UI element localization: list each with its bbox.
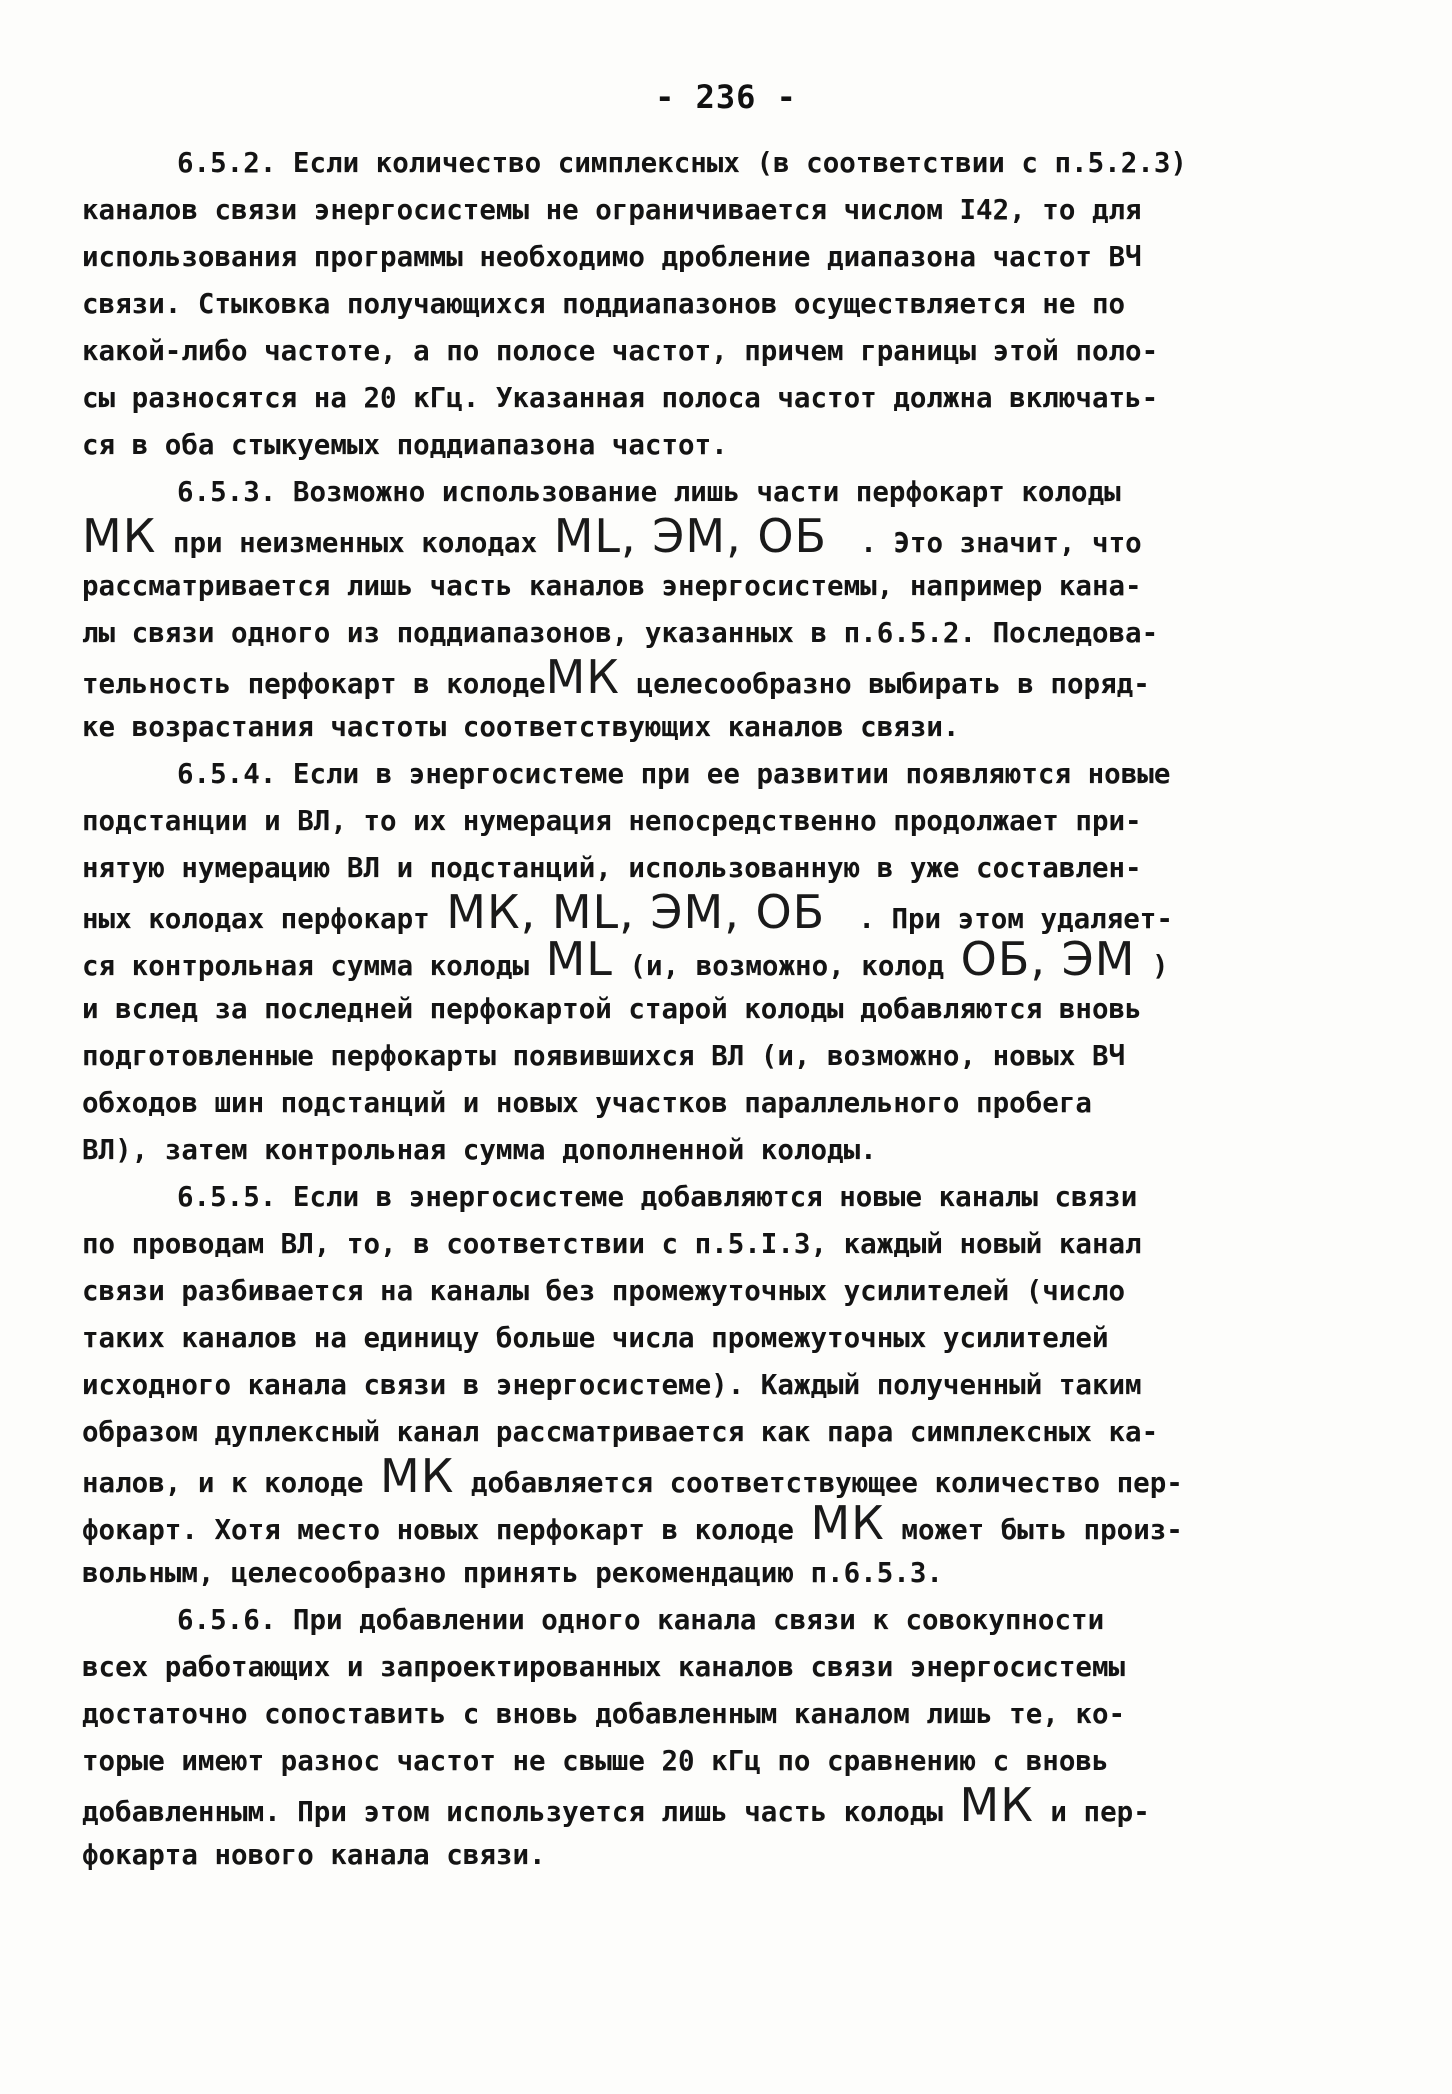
text-run: подстанции и ВЛ, то их нумерация непосредственно продолжает при-: [82, 805, 1142, 837]
text-line: [82, 234, 1382, 281]
text-run: добавленным. При этом используется лишь часть колоды: [82, 1796, 960, 1828]
text-line: [82, 1127, 1382, 1174]
text-line: [82, 986, 1382, 1033]
text-run: использования программы необходимо дробление диапазона частот ВЧ: [82, 241, 1142, 273]
text-line: [82, 1832, 1382, 1879]
text-run: рассматривается лишь часть каналов энергосистемы, например кана-: [82, 570, 1142, 602]
handwritten-code: МК: [810, 1496, 885, 1550]
text-run: . Это значит, что: [827, 527, 1142, 559]
text-line: [82, 1449, 1382, 1503]
text-run: 6.5.6. При добавлении одного канала связи к совокупности: [177, 1604, 1105, 1636]
text-run: ных колодах перфокарт: [82, 903, 447, 935]
handwritten-code: МК: [82, 509, 157, 563]
document-body: [82, 140, 1382, 1879]
text-line: [82, 704, 1382, 751]
text-line: [82, 1778, 1382, 1832]
text-line: [82, 1080, 1382, 1127]
text-run: ке возрастания частоты соответствующих каналов связи.: [82, 711, 960, 743]
text-line: [82, 187, 1382, 234]
text-line: [82, 281, 1382, 328]
text-run: нятую нумерацию ВЛ и подстанций, использованную в уже составлен-: [82, 852, 1142, 884]
text-run: . При этом удаляет-: [825, 903, 1173, 935]
text-run: какой-либо частоте, а по полосе частот, причем границы этой поло-: [82, 335, 1159, 367]
text-run: 6.5.5. Если в энергосистеме добавляются новые каналы связи: [177, 1181, 1138, 1213]
text-line: [82, 509, 1382, 563]
text-run: исходного канала связи в энергосистеме). Каждый полученный таким: [82, 1369, 1142, 1401]
text-line: [82, 1033, 1382, 1080]
text-line: [82, 140, 1382, 187]
text-run: образом дуплексный канал рассматривается как пара симплексных ка-: [82, 1416, 1159, 1448]
text-line: [82, 422, 1382, 469]
text-line: [82, 610, 1382, 657]
text-line: [82, 563, 1382, 610]
text-run: каналов связи энергосистемы не ограничивается числом I42, то для: [82, 194, 1142, 226]
handwritten-code: ML: [545, 932, 613, 986]
text-line: [82, 1496, 1382, 1550]
handwritten-code: МК: [380, 1449, 455, 1503]
text-line: [82, 798, 1382, 845]
page-number: - 236 -: [655, 78, 797, 116]
text-run: (и, возможно, колод: [612, 950, 961, 982]
text-line: [82, 751, 1382, 798]
text-run: таких каналов на единицу больше числа промежуточных усилителей: [82, 1322, 1109, 1354]
text-run: достаточно сопоставить с вновь добавленным каналом лишь те, ко-: [82, 1698, 1126, 1730]
text-run: подготовленные перфокарты появившихся ВЛ (и, возможно, новых ВЧ: [82, 1040, 1126, 1072]
text-run: фокарта нового канала связи.: [82, 1839, 546, 1871]
text-run: лы связи одного из поддиапазонов, указанных в п.6.5.2. Последова-: [82, 617, 1159, 649]
handwritten-code: ОБ, ЭМ: [960, 932, 1136, 986]
text-run: вольным, целесообразно принять рекомендацию п.6.5.3.: [82, 1557, 943, 1589]
text-line: [82, 1409, 1382, 1456]
text-run: торые имеют разнос частот не свыше 20 кГц по сравнению с вновь: [82, 1745, 1109, 1777]
text-run: 6.5.3. Возможно использование лишь части перфокарт колоды: [177, 476, 1121, 508]
text-run: тельность перфокарт в колоде: [82, 668, 546, 700]
text-run: связи разбивается на каналы без промежуточных усилителей (число: [82, 1275, 1126, 1307]
text-line: [82, 1362, 1382, 1409]
text-run: по проводам ВЛ, то, в соответствии с п.5.I.3, каждый новый канал: [82, 1228, 1142, 1260]
text-run: связи. Стыковка получающихся поддиапазонов осуществляется не по: [82, 288, 1126, 320]
text-line: [82, 1597, 1382, 1644]
text-line: [82, 1221, 1382, 1268]
text-run: ся в оба стыкуемых поддиапазона частот.: [82, 429, 728, 461]
handwritten-code: МК: [545, 650, 620, 704]
text-line: [82, 1268, 1382, 1315]
text-line: [82, 1738, 1382, 1785]
text-line: [82, 1691, 1382, 1738]
text-line: [82, 650, 1382, 704]
text-run: обходов шин подстанций и новых участков параллельного пробега: [82, 1087, 1092, 1119]
text-run: всех работающих и запроектированных каналов связи энергосистемы: [82, 1651, 1126, 1683]
text-run: добавляется соответствующее количество пер-: [454, 1467, 1183, 1499]
text-line: [82, 1174, 1382, 1221]
text-run: может быть произ-: [884, 1514, 1183, 1546]
text-run: налов, и к колоде: [82, 1467, 381, 1499]
handwritten-code: ML, ЭМ, ОБ: [553, 509, 828, 563]
text-line: [82, 375, 1382, 422]
text-run: ): [1135, 950, 1169, 982]
text-line: [82, 1315, 1382, 1362]
text-run: сы разносятся на 20 кГц. Указанная полоса частот должна включать-: [82, 382, 1159, 414]
text-run: ВЛ), затем контрольная сумма дополненной колоды.: [82, 1134, 877, 1166]
text-run: ся контрольная сумма колоды: [82, 950, 546, 982]
text-run: 6.5.2. Если количество симплексных (в соответствии с п.5.2.3): [177, 147, 1187, 179]
text-run: фокарт. Хотя место новых перфокарт в колоде: [82, 1514, 811, 1546]
text-run: и вслед за последней перфокартой старой колоды добавляются вновь: [82, 993, 1142, 1025]
text-run: при неизменных колодах: [156, 527, 554, 559]
text-run: 6.5.4. Если в энергосистеме при ее развитии появляются новые: [177, 758, 1171, 790]
text-run: целесообразно выбирать в поряд-: [619, 668, 1150, 700]
text-run: и пер-: [1033, 1796, 1150, 1828]
text-line: [82, 328, 1382, 375]
handwritten-code: МК: [959, 1778, 1034, 1832]
text-line: [82, 885, 1382, 939]
text-line: [82, 1550, 1382, 1597]
handwritten-code: МК, ML, ЭМ, ОБ: [446, 885, 826, 939]
text-line: [82, 1644, 1382, 1691]
text-line: [82, 932, 1382, 986]
